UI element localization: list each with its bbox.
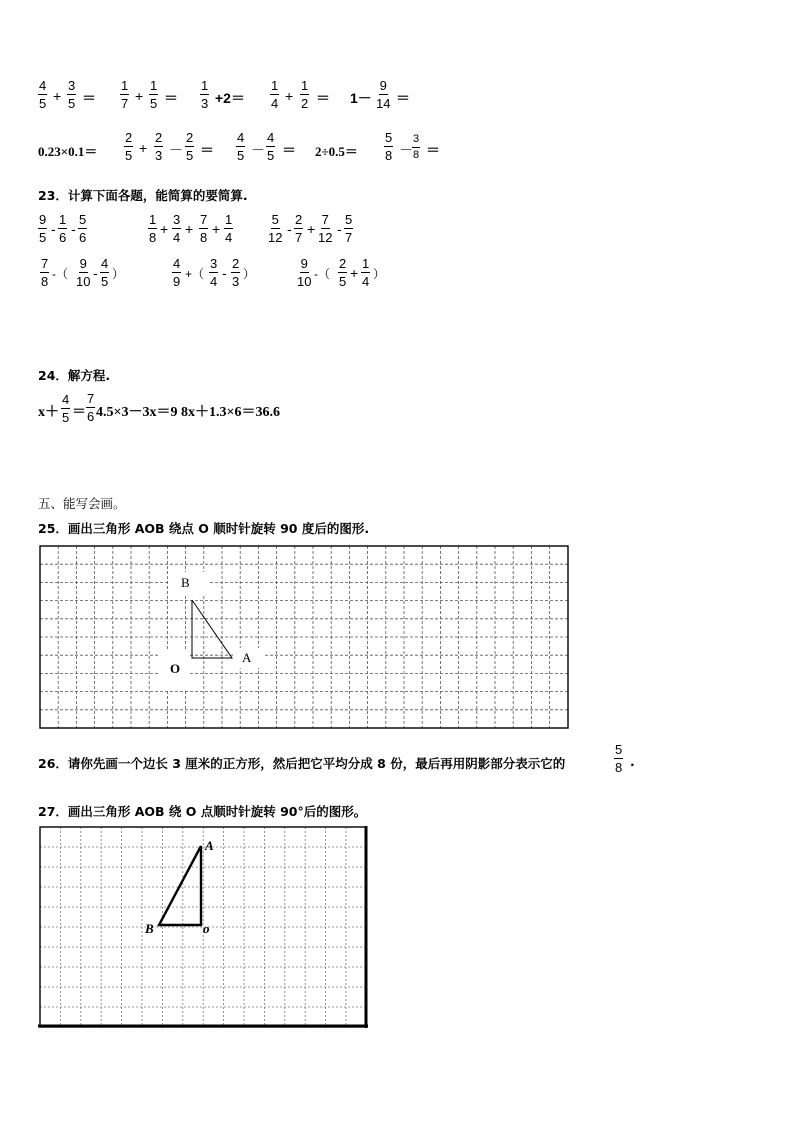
paren: ）: [373, 267, 386, 281]
paren: ）: [112, 267, 125, 281]
expression: 0.23×0.1＝: [38, 144, 98, 159]
fraction: $\frac{1}{7}$: [121, 78, 129, 111]
equations: 4.5×3－3x＝9 8x＋1.3×6＝36.6: [96, 405, 280, 420]
question-title: 23．计算下面各题，能简算的要简算.: [38, 188, 248, 203]
label-o: o: [203, 921, 210, 936]
fraction: $\frac{9}{10}$: [297, 256, 312, 289]
fraction: $\frac{4}{5}$: [39, 78, 47, 111]
label-a: A: [242, 650, 252, 665]
operator: +: [285, 88, 294, 104]
operator: -（: [314, 267, 330, 281]
fraction: $\frac{4}{5}$: [267, 130, 275, 163]
fraction: $\frac{1}{4}$: [362, 256, 370, 289]
operator: +: [135, 88, 144, 104]
equation-lead: x＋: [38, 405, 59, 420]
fraction: $\frac{1}{8}$: [149, 212, 157, 245]
operator: +: [53, 88, 62, 104]
equals: ＝: [426, 142, 440, 158]
operator: +（: [185, 267, 205, 281]
equals: ＝: [82, 90, 96, 106]
question-title: 27．画出三角形 AOB 绕 O 点顺时针旋转 90°后的图形。: [38, 804, 367, 819]
fraction: $\frac{2}{3}$: [232, 256, 240, 289]
fraction: $\frac{9}{5}$: [39, 212, 47, 245]
operator: -（: [52, 267, 68, 281]
fraction: $\frac{1}{2}$: [301, 78, 309, 111]
label-b: B: [145, 921, 154, 936]
operator: -: [51, 221, 56, 237]
operator: +: [212, 221, 221, 237]
equals: ＝: [316, 90, 330, 106]
fraction: $\frac{7}{12}$: [318, 212, 333, 245]
fraction: $\frac{7}{8}$: [41, 256, 49, 289]
operator: +: [307, 221, 316, 237]
operator: +: [139, 140, 148, 156]
fraction: $\frac{4}{5}$: [237, 130, 245, 163]
fraction: $\frac{5}{12}$: [268, 212, 283, 245]
fraction: $\frac{1}{6}$: [59, 212, 67, 245]
fraction: $\frac{3}{4}$: [210, 256, 218, 289]
fraction: $\frac{3}{5}$: [68, 78, 76, 111]
operator: －: [251, 142, 265, 158]
operator: -: [337, 221, 342, 237]
equals: ＝: [72, 405, 86, 420]
fraction: $\frac{9}{14}$: [376, 78, 391, 111]
fraction: $\frac{1}{4}$: [225, 212, 233, 245]
fraction: $\frac{4}{9}$: [173, 256, 181, 289]
fraction: $\frac{1}{3}$: [201, 78, 209, 111]
paren: ）: [243, 267, 256, 281]
fraction: $\frac{2}{7}$: [295, 212, 303, 245]
expression-lead: 1－: [350, 90, 372, 106]
equals: ＝: [164, 90, 178, 106]
fraction: $\frac{3}{4}$: [173, 212, 181, 245]
fraction: $\frac{3}{8}$: [413, 133, 420, 161]
section-title: 五、能写会画。: [38, 496, 126, 511]
fraction: $\frac{5}{8}$: [385, 130, 393, 163]
fraction: $\frac{1}{4}$: [271, 78, 279, 111]
fraction: $\frac{4}{5}$: [62, 392, 70, 425]
triangle-aob: [159, 846, 201, 925]
expression: 2÷0.5＝: [315, 144, 358, 159]
fraction: $\frac{5}{7}$: [345, 212, 353, 245]
operator: －: [399, 142, 413, 158]
fraction: $\frac{2}{5}$: [339, 256, 347, 289]
fraction: $\frac{5}{8}$: [615, 742, 623, 775]
operator: +: [350, 265, 359, 281]
fraction: $\frac{7}{8}$: [200, 212, 208, 245]
operator: －: [169, 142, 183, 158]
fraction: $\frac{7}{6}$: [87, 391, 95, 424]
fraction: $\frac{2}{3}$: [155, 130, 163, 163]
question-title: 24．解方程.: [38, 368, 111, 383]
label-o: O: [170, 661, 181, 676]
period: .: [630, 754, 635, 769]
fraction: $\frac{2}{5}$: [125, 130, 133, 163]
expression-tail: +2＝: [215, 90, 245, 106]
question-text: 26．请你先画一个边长 3 厘米的正方形，然后把它平均分成 8 份，最后再用阴影部分表示它的: [38, 756, 566, 771]
operator: -: [93, 265, 98, 281]
fraction: $\frac{2}{5}$: [186, 130, 194, 163]
operator: -: [287, 221, 292, 237]
fraction: $\frac{5}{6}$: [79, 212, 87, 245]
label-a: A: [205, 838, 214, 853]
fraction: $\frac{9}{10}$: [76, 256, 91, 289]
operator: +: [185, 221, 194, 237]
question-title: 25．画出三角形 AOB 绕点 O 顺时针旋转 90 度后的图形.: [38, 521, 370, 536]
fraction: $\frac{4}{5}$: [101, 256, 109, 289]
operator: -: [222, 265, 227, 281]
equals: ＝: [200, 142, 214, 158]
equals: ＝: [282, 142, 296, 158]
operator: -: [71, 221, 76, 237]
equals: ＝: [396, 90, 410, 106]
label-b: B: [181, 575, 190, 590]
fraction: $\frac{1}{5}$: [150, 78, 158, 111]
operator: +: [160, 221, 169, 237]
